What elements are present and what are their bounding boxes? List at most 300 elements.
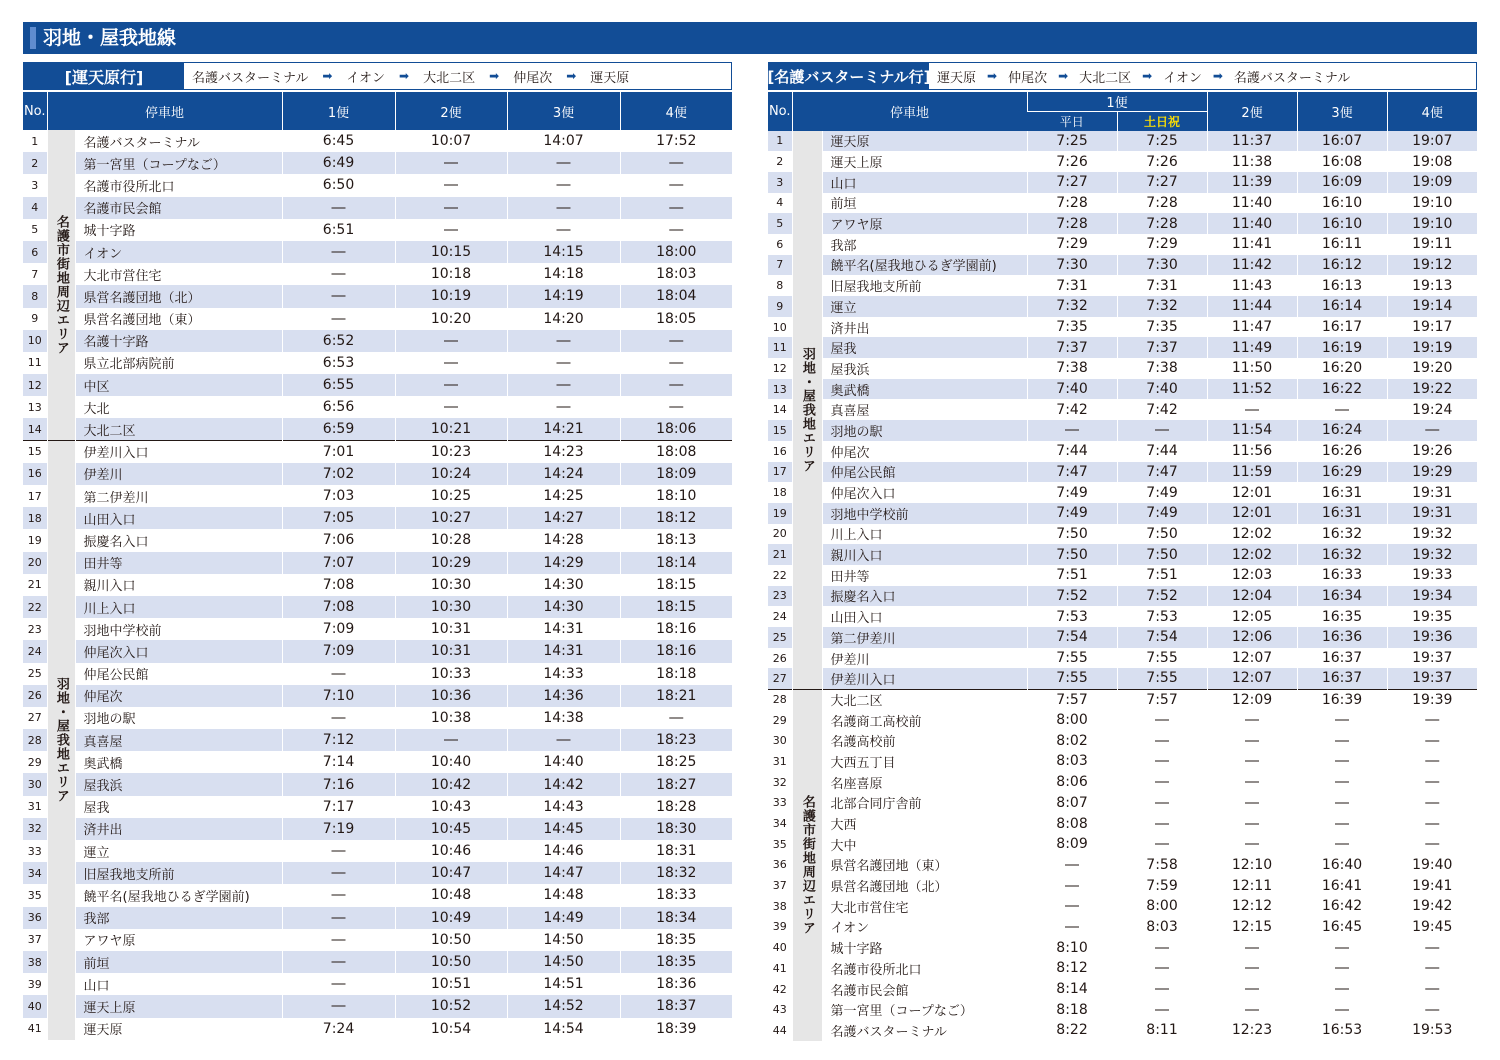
- stop-number: 33: [768, 793, 792, 814]
- departure-time: ―: [507, 729, 620, 751]
- departure-time: 19:19: [1387, 337, 1477, 358]
- departure-time: 7:57: [1117, 689, 1207, 710]
- departure-time: ―: [1117, 834, 1207, 855]
- stop-name: 県営名護団地（東）: [822, 855, 1027, 876]
- table-row: [23, 330, 732, 352]
- departure-time: 16:31: [1297, 482, 1387, 503]
- area-label-text: 羽地・屋我地エリア: [799, 346, 815, 473]
- stop-name: 仲尾次入口: [75, 640, 282, 662]
- departure-time: 19:20: [1387, 358, 1477, 379]
- table-row: [768, 482, 1477, 503]
- stop-name: 伊差川入口: [75, 441, 282, 463]
- stop-number: 43: [768, 999, 792, 1020]
- stop-name: 仲尾次入口: [822, 482, 1027, 503]
- departure-time: ―: [1387, 793, 1477, 814]
- departure-time: ―: [282, 840, 395, 862]
- departure-time: 7:25: [1117, 131, 1207, 152]
- departure-time: 18:08: [620, 441, 732, 463]
- table-row: [23, 130, 732, 152]
- stop-number: 39: [23, 973, 47, 995]
- departure-time: 11:47: [1207, 317, 1297, 338]
- stop-name: 奥武橋: [822, 379, 1027, 400]
- stop-number: 21: [768, 544, 792, 565]
- departure-time: 7:10: [282, 685, 395, 707]
- table-row: [768, 855, 1477, 876]
- departure-time: ―: [507, 374, 620, 396]
- departure-time: ―: [507, 152, 620, 174]
- departure-time: 14:31: [507, 618, 620, 640]
- stop-name: 川上入口: [822, 524, 1027, 545]
- stop-name: 大北: [75, 396, 282, 418]
- departure-time: 7:38: [1027, 358, 1117, 379]
- stop-number: 21: [23, 574, 47, 596]
- departure-time: 18:35: [620, 951, 732, 973]
- departure-time: 11:38: [1207, 151, 1297, 172]
- departure-time: ―: [620, 174, 732, 196]
- departure-time: ―: [1027, 420, 1117, 441]
- table-row: [23, 862, 732, 884]
- departure-time: ―: [1387, 937, 1477, 958]
- departure-time: 7:25: [1027, 131, 1117, 152]
- departure-time: 18:31: [620, 840, 732, 862]
- departure-time: 12:11: [1207, 875, 1297, 896]
- table-row: [23, 507, 732, 529]
- table-row: [768, 379, 1477, 400]
- stop-number: 8: [768, 275, 792, 296]
- route-stop: 名護バスターミナル: [192, 70, 309, 86]
- arrow-right-icon: ➡: [1142, 69, 1153, 83]
- departure-time: 18:39: [620, 1018, 732, 1040]
- stop-number: 7: [23, 263, 47, 285]
- stop-name: 屋我: [822, 337, 1027, 358]
- route-stop: 仲尾次: [513, 70, 553, 86]
- table-row: [768, 462, 1477, 483]
- departure-time: 7:12: [282, 729, 395, 751]
- departure-time: 8:07: [1027, 793, 1117, 814]
- departure-time: 7:53: [1027, 606, 1117, 627]
- departure-time: 10:30: [395, 596, 507, 618]
- col-header-trip-3: 3便: [507, 92, 620, 130]
- table-row: [23, 374, 732, 396]
- departure-time: 19:33: [1387, 565, 1477, 586]
- stop-name: 城十字路: [75, 219, 282, 241]
- departure-time: 14:49: [507, 907, 620, 929]
- departure-time: 7:26: [1117, 151, 1207, 172]
- table-row: [768, 917, 1477, 938]
- stop-name: 仲尾次: [75, 685, 282, 707]
- departure-time: 16:20: [1297, 358, 1387, 379]
- stop-number: 3: [23, 174, 47, 196]
- departure-time: 16:17: [1297, 317, 1387, 338]
- departure-time: 14:21: [507, 418, 620, 440]
- stop-name: 名護高校前: [822, 730, 1027, 751]
- departure-time: 12:02: [1207, 544, 1297, 565]
- departure-time: ―: [1207, 979, 1297, 1000]
- table-row: [768, 524, 1477, 545]
- departure-time: 7:50: [1117, 544, 1207, 565]
- stop-number: 2: [768, 151, 792, 172]
- stop-number: 4: [768, 193, 792, 214]
- stop-number: 24: [768, 606, 792, 627]
- departure-time: 7:37: [1117, 337, 1207, 358]
- departure-time: 11:40: [1207, 213, 1297, 234]
- stop-name: 運天上原: [75, 995, 282, 1017]
- departure-time: ―: [282, 285, 395, 307]
- stop-name: 我部: [75, 907, 282, 929]
- departure-time: 10:21: [395, 418, 507, 440]
- departure-time: 10:15: [395, 241, 507, 263]
- departure-time: 7:27: [1117, 172, 1207, 193]
- departure-time: 7:47: [1117, 462, 1207, 483]
- stop-number: 34: [23, 862, 47, 884]
- departure-time: ―: [1207, 399, 1297, 420]
- table-row: [23, 352, 732, 374]
- departure-time: 10:19: [395, 285, 507, 307]
- stop-number: 22: [768, 565, 792, 586]
- departure-time: ―: [1207, 999, 1297, 1020]
- departure-time: 10:48: [395, 884, 507, 906]
- stop-name: 羽地中学校前: [75, 618, 282, 640]
- section-untenbaru-bound: [23, 62, 732, 1040]
- stop-name: 名護市民会館: [75, 197, 282, 219]
- departure-time: 7:44: [1117, 441, 1207, 462]
- departure-time: 7:40: [1027, 379, 1117, 400]
- departure-time: 19:14: [1387, 296, 1477, 317]
- departure-time: 14:24: [507, 463, 620, 485]
- departure-time: ―: [282, 884, 395, 906]
- stop-name: 仲尾公民館: [822, 462, 1027, 483]
- stop-name: 名護商工高校前: [822, 710, 1027, 731]
- arrow-right-icon: ➡: [399, 69, 410, 83]
- departure-time: 19:10: [1387, 193, 1477, 214]
- stop-name: 仲尾公民館: [75, 663, 282, 685]
- stop-number: 19: [768, 503, 792, 524]
- stop-number: 14: [23, 418, 47, 440]
- stop-number: 12: [768, 358, 792, 379]
- departure-time: 16:14: [1297, 296, 1387, 317]
- col-header-trip-1: 1便: [282, 92, 395, 130]
- departure-time: 7:05: [282, 507, 395, 529]
- departure-time: ―: [507, 219, 620, 241]
- departure-time: ―: [1207, 958, 1297, 979]
- stop-name: 山田入口: [75, 507, 282, 529]
- stop-number: 28: [23, 729, 47, 751]
- departure-time: ―: [1297, 813, 1387, 834]
- departure-time: 16:33: [1297, 565, 1387, 586]
- stop-number: 17: [23, 485, 47, 507]
- route-stop: 名護バスターミナル: [1233, 70, 1351, 86]
- departure-time: 14:51: [507, 973, 620, 995]
- stop-number: 11: [768, 337, 792, 358]
- departure-time: 18:27: [620, 773, 732, 795]
- departure-time: 11:44: [1207, 296, 1297, 317]
- table-row: [768, 544, 1477, 565]
- table-row: [768, 834, 1477, 855]
- departure-time: 7:50: [1027, 524, 1117, 545]
- direction-label-right: [名護バスターミナル行]: [769, 63, 929, 89]
- departure-time: 11:39: [1207, 172, 1297, 193]
- stop-name: 前垣: [75, 951, 282, 973]
- stop-number: 36: [768, 855, 792, 876]
- departure-time: 7:42: [1117, 399, 1207, 420]
- stop-number: 30: [23, 773, 47, 795]
- area-label-text: 名護市街地周辺エリア: [799, 795, 815, 936]
- stop-name: 名護市役所北口: [75, 174, 282, 196]
- departure-time: 10:45: [395, 818, 507, 840]
- departure-time: ―: [1387, 999, 1477, 1020]
- departure-time: 6:52: [282, 330, 395, 352]
- departure-time: ―: [1207, 937, 1297, 958]
- stop-name: 伊差川: [822, 648, 1027, 669]
- stop-name: 田井等: [822, 565, 1027, 586]
- stop-number: 6: [768, 234, 792, 255]
- departure-time: 10:50: [395, 929, 507, 951]
- departure-time: ―: [1387, 834, 1477, 855]
- departure-time: 12:02: [1207, 524, 1297, 545]
- departure-time: 7:08: [282, 596, 395, 618]
- departure-time: 19:31: [1387, 503, 1477, 524]
- stop-number: 23: [23, 618, 47, 640]
- stop-number: 5: [768, 213, 792, 234]
- stop-number: 35: [768, 834, 792, 855]
- departure-time: 7:51: [1117, 565, 1207, 586]
- table-row: [768, 710, 1477, 731]
- stop-number: 5: [23, 219, 47, 241]
- table-row: [23, 463, 732, 485]
- table-row: [768, 1020, 1477, 1041]
- stop-name: 運天上原: [822, 151, 1027, 172]
- departure-time: 11:50: [1207, 358, 1297, 379]
- stop-number: 8: [23, 285, 47, 307]
- departure-time: ―: [1297, 772, 1387, 793]
- stop-number: 34: [768, 813, 792, 834]
- col-header-trip-4: 4便: [620, 92, 732, 130]
- departure-time: 18:15: [620, 574, 732, 596]
- departure-time: 7:08: [282, 574, 395, 596]
- departure-time: ―: [1387, 730, 1477, 751]
- stop-name: 県立北部病院前: [75, 352, 282, 374]
- table-row: [768, 213, 1477, 234]
- departure-time: 19:34: [1387, 586, 1477, 607]
- stop-number: 18: [768, 482, 792, 503]
- departure-time: 7:03: [282, 485, 395, 507]
- stop-name: 城十字路: [822, 937, 1027, 958]
- stop-name: 田井等: [75, 552, 282, 574]
- stop-number: 1: [768, 131, 792, 152]
- stop-number: 11: [23, 352, 47, 374]
- table-row: [23, 241, 732, 263]
- stop-name: 饒平名(屋我地ひるぎ学園前): [822, 255, 1027, 276]
- departure-time: 6:55: [282, 374, 395, 396]
- departure-time: 10:54: [395, 1018, 507, 1040]
- stop-number: 6: [23, 241, 47, 263]
- departure-time: ―: [395, 174, 507, 196]
- departure-time: 6:50: [282, 174, 395, 196]
- departure-time: 16:53: [1297, 1020, 1387, 1041]
- departure-time: 14:29: [507, 552, 620, 574]
- table-row: [23, 174, 732, 196]
- departure-time: 7:50: [1027, 544, 1117, 565]
- departure-time: ―: [1297, 834, 1387, 855]
- departure-time: 6:49: [282, 152, 395, 174]
- departure-time: 7:42: [1027, 399, 1117, 420]
- table-row: [768, 317, 1477, 338]
- departure-time: 7:58: [1117, 855, 1207, 876]
- departure-time: 14:36: [507, 685, 620, 707]
- departure-time: 10:38: [395, 707, 507, 729]
- stop-name: 名護市役所北口: [822, 958, 1027, 979]
- departure-time: 12:07: [1207, 668, 1297, 689]
- stop-name: 大北二区: [75, 418, 282, 440]
- departure-time: ―: [395, 197, 507, 219]
- departure-time: 16:07: [1297, 131, 1387, 152]
- departure-time: 14:27: [507, 507, 620, 529]
- departure-time: 12:06: [1207, 627, 1297, 648]
- stop-number: 38: [768, 896, 792, 917]
- departure-time: 19:42: [1387, 896, 1477, 917]
- departure-time: 16:37: [1297, 648, 1387, 669]
- stop-name: 大北二区: [822, 689, 1027, 710]
- table-row: [23, 751, 732, 773]
- departure-time: 18:34: [620, 907, 732, 929]
- departure-time: 7:06: [282, 529, 395, 551]
- area-label: [792, 131, 822, 690]
- departure-time: 19:37: [1387, 648, 1477, 669]
- departure-time: 8:06: [1027, 772, 1117, 793]
- table-row: [768, 896, 1477, 917]
- area-label: [47, 130, 75, 441]
- departure-time: 8:10: [1027, 937, 1117, 958]
- departure-time: 8:14: [1027, 979, 1117, 1000]
- stop-name: 第二伊差川: [75, 485, 282, 507]
- departure-time: 14:42: [507, 773, 620, 795]
- departure-time: ―: [620, 396, 732, 418]
- stop-name: 大西: [822, 813, 1027, 834]
- departure-time: 10:28: [395, 529, 507, 551]
- departure-time: 16:19: [1297, 337, 1387, 358]
- stop-name: 大北市営住宅: [75, 263, 282, 285]
- departure-time: ―: [1117, 730, 1207, 751]
- departure-time: 7:49: [1027, 482, 1117, 503]
- col-header-no: No.: [23, 92, 47, 130]
- departure-time: 16:24: [1297, 420, 1387, 441]
- stop-number: 25: [23, 663, 47, 685]
- departure-time: 16:39: [1297, 689, 1387, 710]
- table-row: [768, 958, 1477, 979]
- route-stop: 運天原: [590, 70, 630, 86]
- departure-time: ―: [1027, 917, 1117, 938]
- departure-time: ―: [1297, 399, 1387, 420]
- departure-time: 19:13: [1387, 275, 1477, 296]
- departure-time: 10:47: [395, 862, 507, 884]
- departure-time: 14:50: [507, 951, 620, 973]
- table-row: [23, 263, 732, 285]
- departure-time: 7:29: [1117, 234, 1207, 255]
- departure-time: ―: [1117, 999, 1207, 1020]
- table-row: [768, 172, 1477, 193]
- page-title-bar: [23, 22, 1477, 54]
- departure-time: 10:52: [395, 995, 507, 1017]
- departure-time: 7:53: [1117, 606, 1207, 627]
- departure-time: 18:16: [620, 618, 732, 640]
- stop-number: 17: [768, 462, 792, 483]
- departure-time: 10:24: [395, 463, 507, 485]
- departure-time: 18:10: [620, 485, 732, 507]
- stop-name: 済井出: [75, 818, 282, 840]
- departure-time: 7:28: [1027, 193, 1117, 214]
- departure-time: ―: [507, 197, 620, 219]
- table-row: [768, 131, 1477, 152]
- table-row: [23, 529, 732, 551]
- departure-time: 7:28: [1117, 213, 1207, 234]
- departure-time: 14:48: [507, 884, 620, 906]
- table-row: [23, 308, 732, 330]
- departure-time: 12:07: [1207, 648, 1297, 669]
- departure-time: 19:39: [1387, 689, 1477, 710]
- table-row: [23, 796, 732, 818]
- route-stop: 大北二区: [1079, 70, 1132, 86]
- departure-time: 14:31: [507, 640, 620, 662]
- departure-time: 7:26: [1027, 151, 1117, 172]
- stop-number: 22: [23, 596, 47, 618]
- departure-time: 8:09: [1027, 834, 1117, 855]
- direction-label-left: [運天原行]: [24, 63, 184, 89]
- stop-name: 親川入口: [822, 544, 1027, 565]
- stop-number: 15: [768, 420, 792, 441]
- departure-time: ―: [1297, 979, 1387, 1000]
- col-subheader-weekday: 平日: [1027, 112, 1117, 131]
- table-row: [23, 219, 732, 241]
- stop-number: 20: [768, 524, 792, 545]
- departure-time: 18:33: [620, 884, 732, 906]
- departure-time: 10:43: [395, 796, 507, 818]
- stop-number: 30: [768, 730, 792, 751]
- table-row: [23, 929, 732, 951]
- departure-time: 7:29: [1027, 234, 1117, 255]
- departure-time: 10:29: [395, 552, 507, 574]
- stop-name: 済井出: [822, 317, 1027, 338]
- route-stop: 運天原: [937, 70, 977, 86]
- departure-time: 8:22: [1027, 1020, 1117, 1041]
- table-row: [23, 552, 732, 574]
- departure-time: 8:03: [1117, 917, 1207, 938]
- departure-time: 7:55: [1027, 668, 1117, 689]
- departure-time: 12:23: [1207, 1020, 1297, 1041]
- departure-time: 12:09: [1207, 689, 1297, 710]
- departure-time: 7:38: [1117, 358, 1207, 379]
- table-row: [768, 689, 1477, 710]
- stop-name: 県営名護団地（北）: [75, 285, 282, 307]
- area-label: [792, 689, 822, 1041]
- departure-time: ―: [1027, 875, 1117, 896]
- departure-time: 14:54: [507, 1018, 620, 1040]
- stop-number: 4: [23, 197, 47, 219]
- departure-time: 14:07: [507, 130, 620, 152]
- table-row: [23, 818, 732, 840]
- page-title: 羽地・屋我地線: [43, 27, 177, 49]
- departure-time: 19:11: [1387, 234, 1477, 255]
- departure-time: 19:53: [1387, 1020, 1477, 1041]
- departure-time: 8:00: [1117, 896, 1207, 917]
- col-header-trip-2: 2便: [1207, 92, 1297, 131]
- departure-time: 11:41: [1207, 234, 1297, 255]
- col-header-trip-1: 1便: [1027, 92, 1207, 112]
- departure-time: ―: [507, 396, 620, 418]
- table-row: [768, 937, 1477, 958]
- table-row: [23, 685, 732, 707]
- stop-number: 27: [23, 707, 47, 729]
- departure-time: 16:32: [1297, 524, 1387, 545]
